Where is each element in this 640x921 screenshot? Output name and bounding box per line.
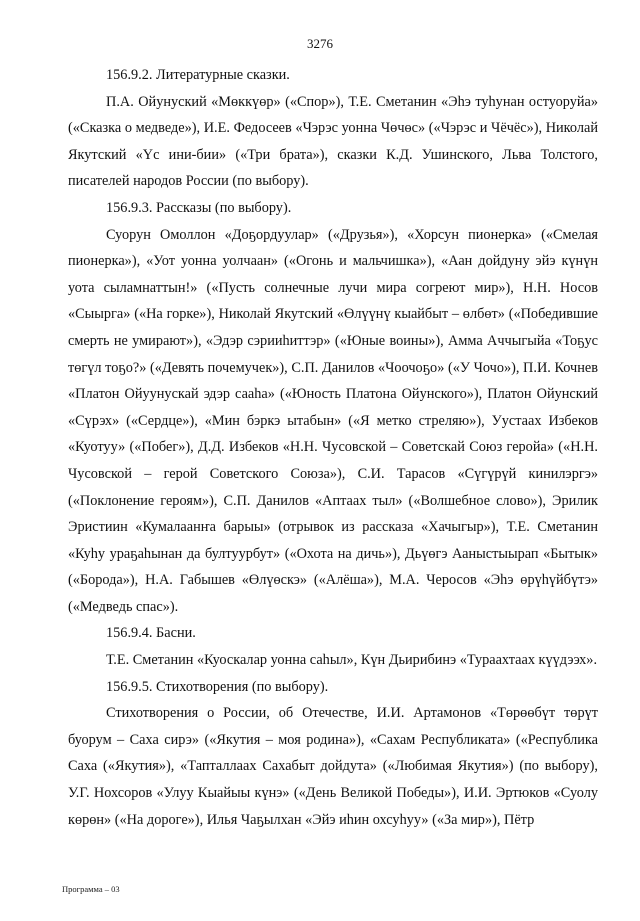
- section-heading-fables: 156.9.4. Басни.: [106, 625, 196, 642]
- section-heading-literary-tales: 156.9.2. Литературные сказки.: [106, 67, 290, 83]
- body-text: [68, 62, 598, 833]
- paragraph-literary-tales: П.А. Ойунуский «Мөккүөр» («Спор»), Т.Е. Сметанин «Эһэ туһунан остуоруйа» («Сказка о медведе»), И.Е. Федосеев «Чэрэс уонна Чөчөс» («Чэрэс и Чёчёс»), Николай Якутский «Үс ини-бии» («Три брата»), сказки К.Д. Ушинского, Льва Толстого, писателей народов России (по выбору).: [68, 93, 598, 190]
- section-heading-poems: 156.9.5. Стихотворения (по выбору).: [106, 678, 329, 695]
- footer-note: Программа – 03: [62, 884, 120, 894]
- section-heading-stories: 156.9.3. Рассказы (по выбору).: [106, 199, 292, 216]
- page-number: 3276: [307, 36, 333, 51]
- paragraph-stories: Суорун Омоллон «Доҕордуулар» («Друзья»), «Хорсун пионерка» («Смелая пионерка»), «Уот уонна уолчаан» («Огонь и мальчишка»), «Аан дойдуну эйэ күнүн уота сыламнаттын!» («Пусть солнечные лучи мира согреют мир»), Н.Н. Носов «Сыырга» («На горке»), Николай Якутский «Өлүүнү кыайбыт – өлбөт» («Победившие смерть не умирают»), «Эдэр сэрииһиттэр» («Юные воины»), Амма Аччыгыйа «Тоҕус төгүл тоҕо?» («Девять почемучек»), С.П. Данилов «Чоочоҕо» («У Чочо»), П.И. Кочнев «Платон Ойуунускай эдэр сааһа» («Юность Платона Ойунского»), Платон Ойунский «Сүрэх» («Сердце»), «Мин бэркэ ытабын» («Я метко стреляю»), Уустаах Избеков «Куотуу» («Побег»), Д.Д. Избеков «Н.Н. Чусовской – Советскай Союз геройа» («Н.Н. Чусовской – герой Советского Союза»), С.И. Тарасов «Сүгүрүй кинилэргэ» («Поклонение героям»), С.П. Данилов «Аптаах тыл» («Волшебное слово»), Эрилик Эристиин «Кумалаанҥа барыы» (отрывок из рассказа «Хачыгыр»), Т.Е. Сметанин «Куһу ураҕаһынан да бултуурбут» («Охота на дичь»), Дьүөгэ Ааныстыырап «Бытык» («Борода»), Н.А. Габышев «Өлүөскэ» («Алёша»), М.А. Черосов «Эһэ өрүһүйбүтэ» («Медведь спас»).: [68, 226, 598, 615]
- paragraph-poems: Стихотворения о России, об Отечестве, И.И. Артамонов «Төрөөбүт төрүт буорум – Саха сирэ» («Якутия – моя родина»), «Сахам Республиката» («Республика Саха («Якутия»), «Тапталлаах Сахабыт дойдута» («Любимая Якутия») (по выбору), У.Г. Нохсоров «Улуу Кыайыы күнэ» («День Великой Победы»), И.И. Эртюков «Суолу көрөн» («На дороге»), Илья Чаҕылхан «Эйэ иһин охсуһуу» («За мир»), Пётр: [68, 705, 598, 828]
- paragraph-fables: Т.Е. Сметанин «Куоскалар уонна саһыл», Күн Дьирибинэ «Тураахтаах күүдээх».: [106, 652, 598, 669]
